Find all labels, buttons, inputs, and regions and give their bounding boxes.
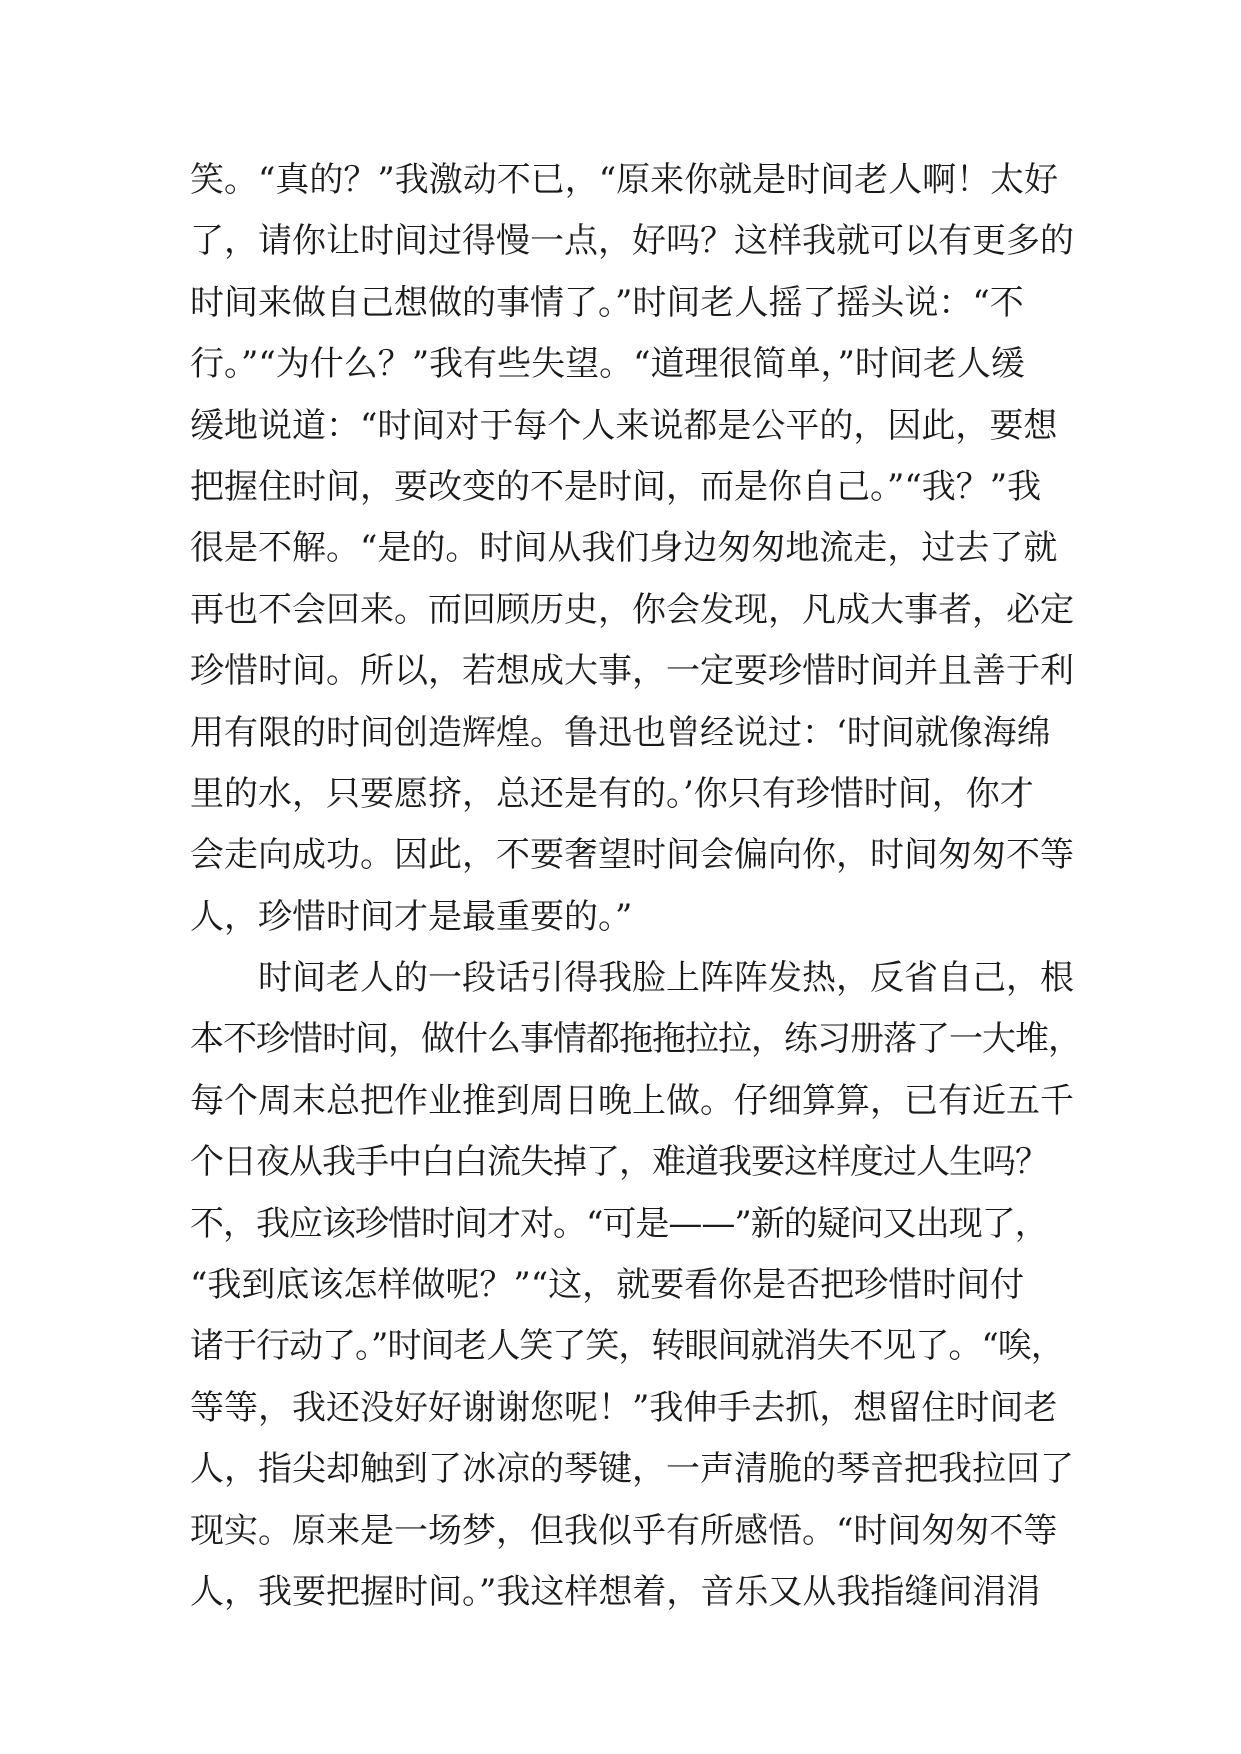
text-line: 等等，我还没好好谢谢您呢！”我伸手去抓，想留住时间老 bbox=[190, 1387, 1058, 1428]
body-text bbox=[190, 150, 1090, 1623]
paragraph-first-line: 时间老人的一段话引得我脸上阵阵发热，反省自己，根 bbox=[258, 958, 1074, 999]
text-line: “我到底该怎样做呢？”“这，就要看你是否把珍惜时间付 bbox=[190, 1265, 1025, 1306]
text-line: 不，我应该珍惜时间才对。“可是——”新的疑问又出现了， bbox=[190, 1203, 1048, 1244]
text-line: 笑。“真的？”我激动不已，“原来你就是时间老人啊！太好 bbox=[190, 160, 1059, 200]
text-line: 把握住时间，要改变的不是时间，而是你自己。”“我？”我 bbox=[190, 466, 1042, 507]
text-line: 用有限的时间创造辉煌。鲁迅也曾经说过：‘时间就像海绵 bbox=[190, 712, 1051, 753]
text-line: 每个周末总把作业推到周日晚上做。仔细算算，已有近五千 bbox=[190, 1080, 1074, 1121]
text-line: 人，珍惜时间才是最重要的。” bbox=[190, 896, 633, 937]
text-line: 了，请你让时间过得慢一点，好吗？这样我就可以有更多的 bbox=[190, 221, 1074, 262]
text-line: 很是不解。“是的。时间从我们身边匆匆地流走，过去了就 bbox=[190, 528, 1058, 569]
text-line: 会走向成功。因此，不要奢望时间会偏向你，时间匆匆不等 bbox=[190, 835, 1074, 876]
text-line: 本不珍惜时间，做什么事情都拖拖拉拉，练习册落了一大堆， bbox=[190, 1019, 1081, 1060]
text-line: 人，我要把握时间。”我这样想着，音乐又从我指缝间涓涓 bbox=[190, 1571, 1041, 1612]
text-line: 现实。原来是一场梦，但我似乎有所感悟。“时间匆匆不等 bbox=[190, 1510, 1058, 1551]
text-line: 人，指尖却触到了冰凉的琴键，一声清脆的琴音把我拉回了 bbox=[190, 1449, 1074, 1490]
text-line: 行。”“为什么？”我有些失望。“道理很简单，”时间老人缓 bbox=[190, 344, 1025, 385]
text-line: 珍惜时间。所以，若想成大事，一定要珍惜时间并且善于利 bbox=[190, 651, 1074, 692]
text-line: 时间来做自己想做的事情了。”时间老人摇了摇头说：“不 bbox=[190, 282, 1024, 323]
text-line: 里的水，只要愿挤，总还是有的。’你只有珍惜时间，你才 bbox=[190, 773, 1034, 814]
text-line: 诸于行动了。”时间老人笑了笑，转眼间就消失不见了。“唉， bbox=[190, 1326, 1064, 1367]
text-line: 再也不会回来。而回顾历史，你会发现，凡成大事者，必定 bbox=[190, 589, 1074, 630]
text-line: 个日夜从我手中白白流失掉了，难道我要这样度过人生吗？ bbox=[190, 1142, 1048, 1183]
text-line: 缓地说道：“时间对于每个人来说都是公平的，因此，要想 bbox=[190, 405, 1058, 446]
